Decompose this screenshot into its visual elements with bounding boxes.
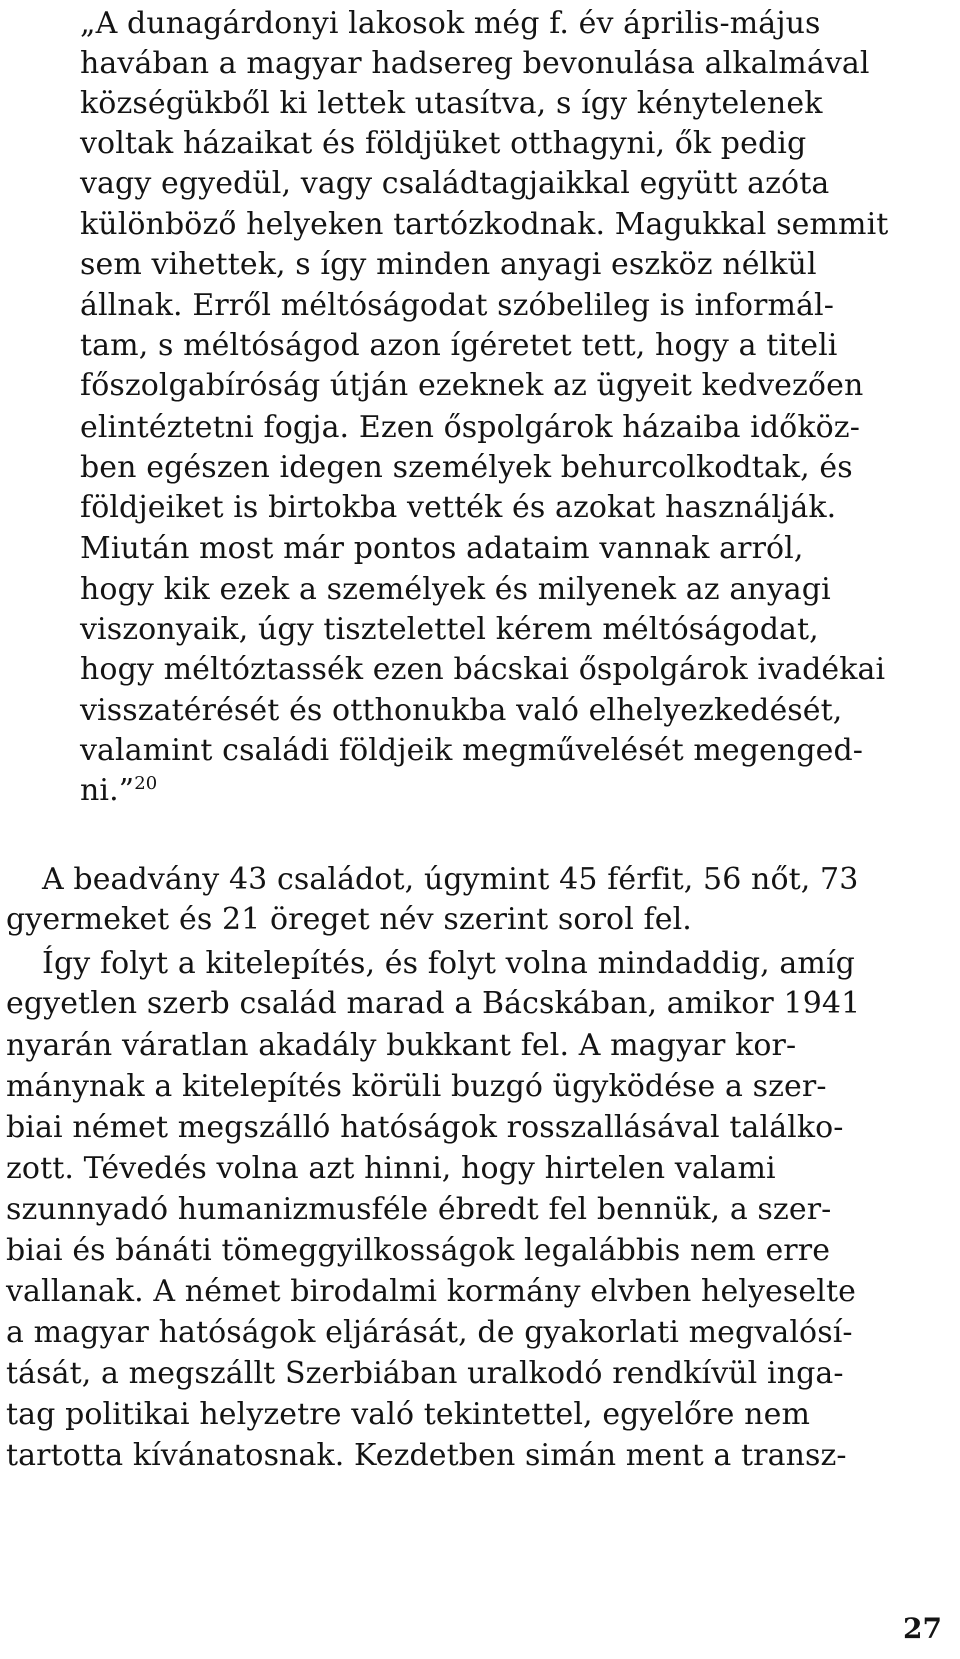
quote-line: valamint családi földjeik megművelését megenged- [80,733,864,768]
quote-line: viszonyaik, úgy tisztelettel kérem méltóságodat, [80,612,819,647]
quote-line: főszolgabíróság útján ezeknek az ügyeit kedvezően [80,368,864,403]
quote-line: havában a magyar hadsereg bevonulása alkalmával [80,46,870,81]
footnote-marker: 20 [134,773,158,794]
body-line: Így folyt a kitelepítés, és folyt volna mindaddig, amíg [42,946,855,981]
quote-line: voltak házaikat és földjüket otthagyni, ők pedig [80,126,807,161]
quote-line: különböző helyeken tartózkodnak. Magukkal semmit [80,207,889,242]
page-number: 27 [903,1612,942,1645]
quote-line: „A dunagárdonyi lakosok még f. év április-május [80,6,821,41]
body-line: gyermeket és 21 öreget név szerint sorol fel. [6,902,692,937]
quote-line: vagy egyedül, vagy családtagjaikkal együtt azóta [80,166,830,201]
quote-line: elintéztetni fogja. Ezen őspolgárok házaiba időköz- [80,410,860,445]
quote-line: visszatérését és otthonukba való elhelyezkedését, [80,693,843,728]
quote-line: ben egészen idegen személyek behurcolkodtak, és [80,450,853,485]
body-line: tását, a megszállt Szerbiában uralkodó rendkívül inga- [6,1356,844,1391]
body-line: biai német megszálló hatóságok rosszallásával találko- [6,1110,844,1145]
body-line: a magyar hatóságok eljárását, de gyakorlati megvalósí- [6,1315,853,1350]
quote-line: földjeiket is birtokba vették és azokat használják. [80,490,837,525]
quote-last-line [80,771,157,811]
body-line: vallanak. A német birodalmi kormány elvben helyeselte [6,1274,856,1309]
body-line: egyetlen szerb család marad a Bácskában, amikor 1941 [6,986,861,1021]
body-line: szunnyadó humanizmusféle ébredt fel bennük, a szer- [6,1192,832,1227]
quote-line: Miután most már pontos adataim vannak arról, [80,531,804,566]
body-line: biai és bánáti tömeggyilkosságok legalábbis nem erre [6,1233,831,1268]
body-line: mánynak a kitelepítés körüli buzgó ügyködése a szer- [6,1069,827,1104]
quote-closing-text: ni.” [80,773,135,808]
body-line: nyarán váratlan akadály bukkant fel. A magyar kor- [6,1028,797,1063]
quote-line: hogy kik ezek a személyek és milyenek az anyagi [80,572,831,607]
quote-line: tam, s méltóságod azon ígéretet tett, hogy a titeli [80,328,838,363]
body-line: A beadvány 43 családot, úgymint 45 férfit, 56 nőt, 73 [42,862,859,897]
quote-line: hogy méltóztassék ezen bácskai őspolgárok ivadékai [80,652,886,687]
body-line: tartotta kívánatosnak. Kezdetben simán ment a transz- [6,1438,847,1473]
quote-line: állnak. Erről méltóságodat szóbelileg is informál- [80,288,834,323]
quote-line: községükből ki lettek utasítva, s így kénytelenek [80,86,823,121]
body-line: zott. Tévedés volna azt hinni, hogy hirtelen valami [6,1151,776,1186]
body-line: tag politikai helyzetre való tekintettel, egyelőre nem [6,1397,810,1432]
quote-line: sem vihettek, s így minden anyagi eszköz nélkül [80,247,817,282]
